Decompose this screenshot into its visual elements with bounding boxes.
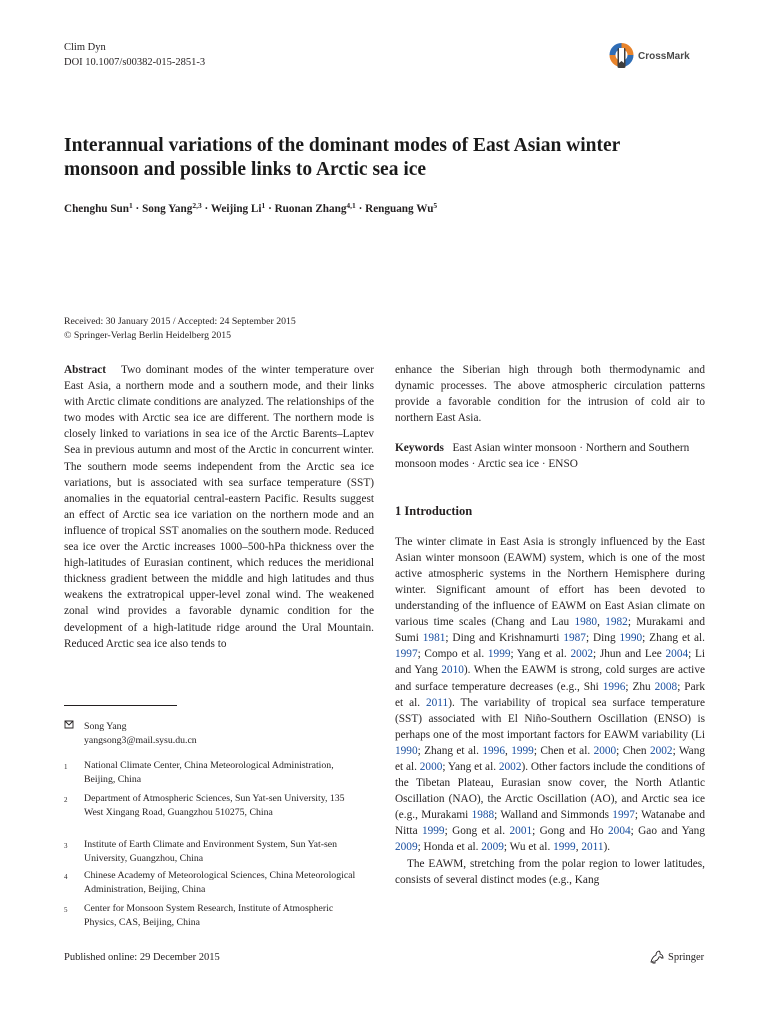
affiliation-number: 3 bbox=[64, 842, 68, 850]
affiliation-number: 1 bbox=[64, 763, 68, 771]
introduction-text: ; Wang et al. bbox=[395, 744, 705, 773]
introduction-text: ; Murakami and Sumi bbox=[395, 616, 706, 645]
right-column bbox=[395, 362, 705, 888]
introduction-text: ). Other factors include the conditions of the Tibetan Plateau, Eurasian snow cover, the North Atlantic Oscillation (NAO), the Arctic Oscillation (AO), and Arctic sea ice (e.g., Murakami bbox=[395, 760, 705, 822]
author-list: Chenghu Sun$^1$ · Song Yang$^{2,3}$ · Weijing $Li^1$ · Ruonan Zhang$^{4,1}$ · Renguang Wu$^5$ bbox=[64, 201, 438, 215]
citation-link[interactable]: 1990 bbox=[619, 632, 643, 645]
author-name[interactable]: Weijing Li bbox=[210, 203, 262, 215]
corresponding-author-name: Song Yang bbox=[84, 721, 127, 732]
introduction-text: ). bbox=[603, 841, 611, 854]
abstract-text: Two dominant modes of the winter temperature over East Asia, a northern mode and a southern mode, and their links with Arctic climate conditions are analyzed. The relationships of the two modes with Arctic sea ice are different. The northern mode is closely linked to variations in sea ice of the Arctic Barents–Laptev Sea in previous autumn and most of the Arctic in concurrent winter. The southern mode seems independent from the Arctic sea ice variations, but is associated with sea surface temperature (SST) anomalies in the equatorial central-eastern Pacific. Results suggest an effect of Arctic sea ice variation on the northern mode and an influence of tropical SST anomalies on the southern mode. Reduced sea ice over the Arctic increases 1000–500-hPa thickness over the high-latitudes of Eurasian continent, which reduces the meridional thickness gradient between the middle and high latitudes and thus weakens the extratropical upper-level zonal wind. The weakened zonal wind provides a favorable dynamic condition for the development of a high-latitude ridge around the Ural Mountain. Reduced Arctic sea ice also tends to bbox=[64, 364, 374, 650]
envelope-icon bbox=[64, 720, 84, 734]
citation-link[interactable]: 1987 bbox=[563, 632, 586, 645]
introduction-text: ; Yang et al. bbox=[510, 648, 571, 661]
affiliation-item bbox=[64, 838, 364, 866]
keywords-paragraph bbox=[395, 440, 705, 472]
citation-link[interactable]: 1999 bbox=[487, 648, 511, 661]
introduction-text: ; Walland and Simmonds bbox=[494, 809, 613, 822]
citation-link[interactable]: 1980 bbox=[574, 616, 598, 629]
affiliation-item bbox=[64, 759, 364, 787]
introduction-text: ; Zhang et al. bbox=[642, 632, 705, 645]
citation-link[interactable]: 2004 bbox=[608, 825, 631, 838]
citation-link[interactable]: 2010 bbox=[441, 664, 464, 677]
affiliation-text: Center for Monsoon System Research, Institute of Atmospheric Physics, CAS, Beijing, China bbox=[84, 903, 334, 928]
corresponding-author-email[interactable]: yangsong3@mail.sysu.du.cn bbox=[84, 735, 197, 746]
introduction-paragraph-2: The EAWM, stretching from the polar region to lower latitudes, consists of several distinct modes (e.g., Kang bbox=[395, 857, 705, 886]
author-affiliation-ref: 2,3 bbox=[192, 201, 202, 210]
author-name[interactable]: Song Yang bbox=[142, 203, 193, 215]
section-heading-introduction: 1 Introduction bbox=[395, 503, 473, 518]
citation-link[interactable]: 1997 bbox=[612, 809, 635, 822]
introduction-text: ; Compo et al. bbox=[417, 648, 488, 661]
introduction-text: ; Watanabe and Nitta bbox=[395, 809, 705, 838]
author-affiliation-ref: 4,1 bbox=[346, 201, 356, 210]
abstract-label: Abstract bbox=[64, 364, 107, 376]
copyright-line: © Springer-Verlag Berlin Heidelberg 2015 bbox=[64, 330, 232, 341]
introduction-text: The winter climate in East Asia is strongly influenced by the East Asian winter monsoon (EAWM) system, which is one of the most active atmospheric systems in the Northern Hemisphere during winter. Significant amount of effort has been devoted to understanding of the influence of EAWM on East Asian climate on various time scales (Chang and Lau bbox=[395, 535, 705, 629]
introduction-text: ). The variability of tropical sea surface temperature (SST) associated with El Niño-Southern Oscillation (ENSO) is perhaps one of the most important factors for EAWM variability (Li bbox=[395, 696, 705, 741]
citation-link[interactable]: 2009 bbox=[481, 841, 504, 854]
affiliation-text: Chinese Academy of Meteorological Sciences, China Meteorological Administration, Beijing, China bbox=[84, 870, 356, 895]
crossmark-badge[interactable] bbox=[608, 41, 690, 71]
footnote-divider bbox=[64, 705, 177, 706]
citation-link[interactable]: 1982 bbox=[605, 616, 628, 629]
introduction-text: , bbox=[504, 744, 512, 757]
introduction-text: ; Chen bbox=[616, 744, 650, 757]
introduction-text: ; Chen et al. bbox=[533, 744, 594, 757]
corresponding-author bbox=[64, 720, 197, 748]
publisher-logo bbox=[649, 950, 704, 964]
introduction-text: ; Yang et al. bbox=[442, 760, 499, 773]
citation-link[interactable]: 2009 bbox=[395, 841, 418, 854]
citation-link[interactable]: 2004 bbox=[665, 648, 689, 661]
affiliation-text: Institute of Earth Climate and Environment System, Sun Yat-sen University, Guangzhou, China bbox=[84, 839, 338, 864]
published-online-date: Published online: 29 December 2015 bbox=[64, 952, 220, 963]
affiliation-item bbox=[64, 792, 364, 820]
introduction-text: ; Li and Yang bbox=[395, 648, 705, 677]
article-dates bbox=[64, 315, 296, 343]
introduction-text: , bbox=[597, 616, 606, 629]
citation-link[interactable]: 1999 bbox=[421, 825, 445, 838]
keywords-text: East Asian winter monsoon · Northern and Southern monsoon modes · Arctic sea ice · ENSO bbox=[395, 442, 690, 471]
citation-link[interactable]: 2000 bbox=[419, 760, 443, 773]
introduction-text: ; Ding and Krishnamurti bbox=[445, 632, 564, 645]
affiliation-item bbox=[64, 869, 364, 897]
citation-link[interactable]: 1990 bbox=[395, 744, 418, 757]
author-affiliation-ref: 1 bbox=[129, 201, 133, 210]
introduction-paragraph bbox=[395, 534, 705, 856]
affiliation-item bbox=[64, 902, 364, 930]
abstract-continued: enhance the Siberian high through both thermodynamic and dynamic processes. The above atmospheric circulation patterns provide a favorable condition for the intrusion of cold air to northern East Asia. bbox=[395, 364, 705, 425]
introduction-text: ; Gong et al. bbox=[444, 825, 510, 838]
crossmark-icon bbox=[608, 41, 635, 71]
introduction-text: ; Gao and Yang bbox=[630, 825, 705, 838]
citation-link[interactable]: 2002 bbox=[649, 744, 673, 757]
citation-link[interactable]: 1996 bbox=[602, 680, 626, 693]
doi[interactable]: DOI 10.1007/s00382-015-2851-3 bbox=[64, 57, 206, 68]
paper-title: Interannual variations of the dominant modes of East Asian winter monsoon and possible links to Arctic sea ice bbox=[64, 135, 620, 180]
publisher-name: Springer bbox=[668, 951, 705, 963]
introduction-text: ; Gong and Ho bbox=[532, 825, 609, 838]
received-accepted-date: Received: 30 January 2015 / Accepted: 24 September 2015 bbox=[64, 316, 296, 327]
author-affiliation-ref: 1 bbox=[261, 201, 266, 210]
springer-horse-icon bbox=[649, 950, 665, 964]
author-name[interactable]: Renguang Wu bbox=[365, 203, 434, 215]
introduction-text: , bbox=[575, 841, 582, 854]
citation-link[interactable]: 2002 bbox=[570, 648, 594, 661]
citation-link[interactable]: 1999 bbox=[553, 841, 576, 854]
introduction-text: ; Wu et al. bbox=[503, 841, 554, 854]
affiliation-text: Department of Atmospheric Sciences, Sun Yat-sen University, 135 West Xingang Road, Guangzhou 510275, China bbox=[84, 793, 345, 818]
keywords-label: Keywords bbox=[395, 442, 444, 455]
affiliation-number: 5 bbox=[64, 906, 68, 914]
citation-link[interactable]: 2008 bbox=[654, 680, 678, 693]
introduction-text: ; Honda et al. bbox=[417, 841, 482, 854]
citation-link[interactable]: 1981 bbox=[422, 632, 446, 645]
citation-link[interactable]: 1997 bbox=[395, 648, 418, 661]
citation-link[interactable]: 2002 bbox=[498, 760, 522, 773]
author-name[interactable]: Ruonan Zhang bbox=[274, 203, 347, 215]
introduction-text: ; Zhang et al. bbox=[417, 744, 483, 757]
citation-link[interactable]: 1996 bbox=[482, 744, 505, 757]
introduction-text: ; Ding bbox=[585, 632, 620, 645]
journal-name: Clim Dyn bbox=[64, 42, 106, 53]
introduction-text: ; Jhun and Lee bbox=[593, 648, 666, 661]
citation-link[interactable]: 1999 bbox=[511, 744, 534, 757]
citation-link[interactable]: 2011 bbox=[581, 841, 604, 854]
author-affiliation-ref: 5 bbox=[433, 201, 438, 210]
author-name[interactable]: Chenghu Sun bbox=[64, 203, 129, 215]
affiliation-number: 4 bbox=[64, 873, 68, 881]
introduction-text: ; Park et al. bbox=[395, 680, 705, 709]
citation-link[interactable]: 1988 bbox=[471, 809, 495, 822]
affiliation-number: 2 bbox=[64, 796, 68, 804]
abstract-column bbox=[64, 362, 374, 652]
citation-link[interactable]: 2001 bbox=[509, 825, 533, 838]
affiliation-text: National Climate Center, China Meteorological Administration, Beijing, China bbox=[84, 760, 334, 785]
citation-link[interactable]: 2000 bbox=[593, 744, 617, 757]
citation-link[interactable]: 2011 bbox=[426, 696, 449, 709]
journal-header bbox=[64, 40, 205, 70]
crossmark-label: CrossMark bbox=[638, 50, 690, 62]
introduction-text: ; Zhu bbox=[625, 680, 655, 693]
introduction-text: ). When the EAWM is strong, cold surges are active and surface temperature decreases (e.g., Shi bbox=[395, 664, 705, 693]
abstract-paragraph bbox=[64, 362, 374, 652]
